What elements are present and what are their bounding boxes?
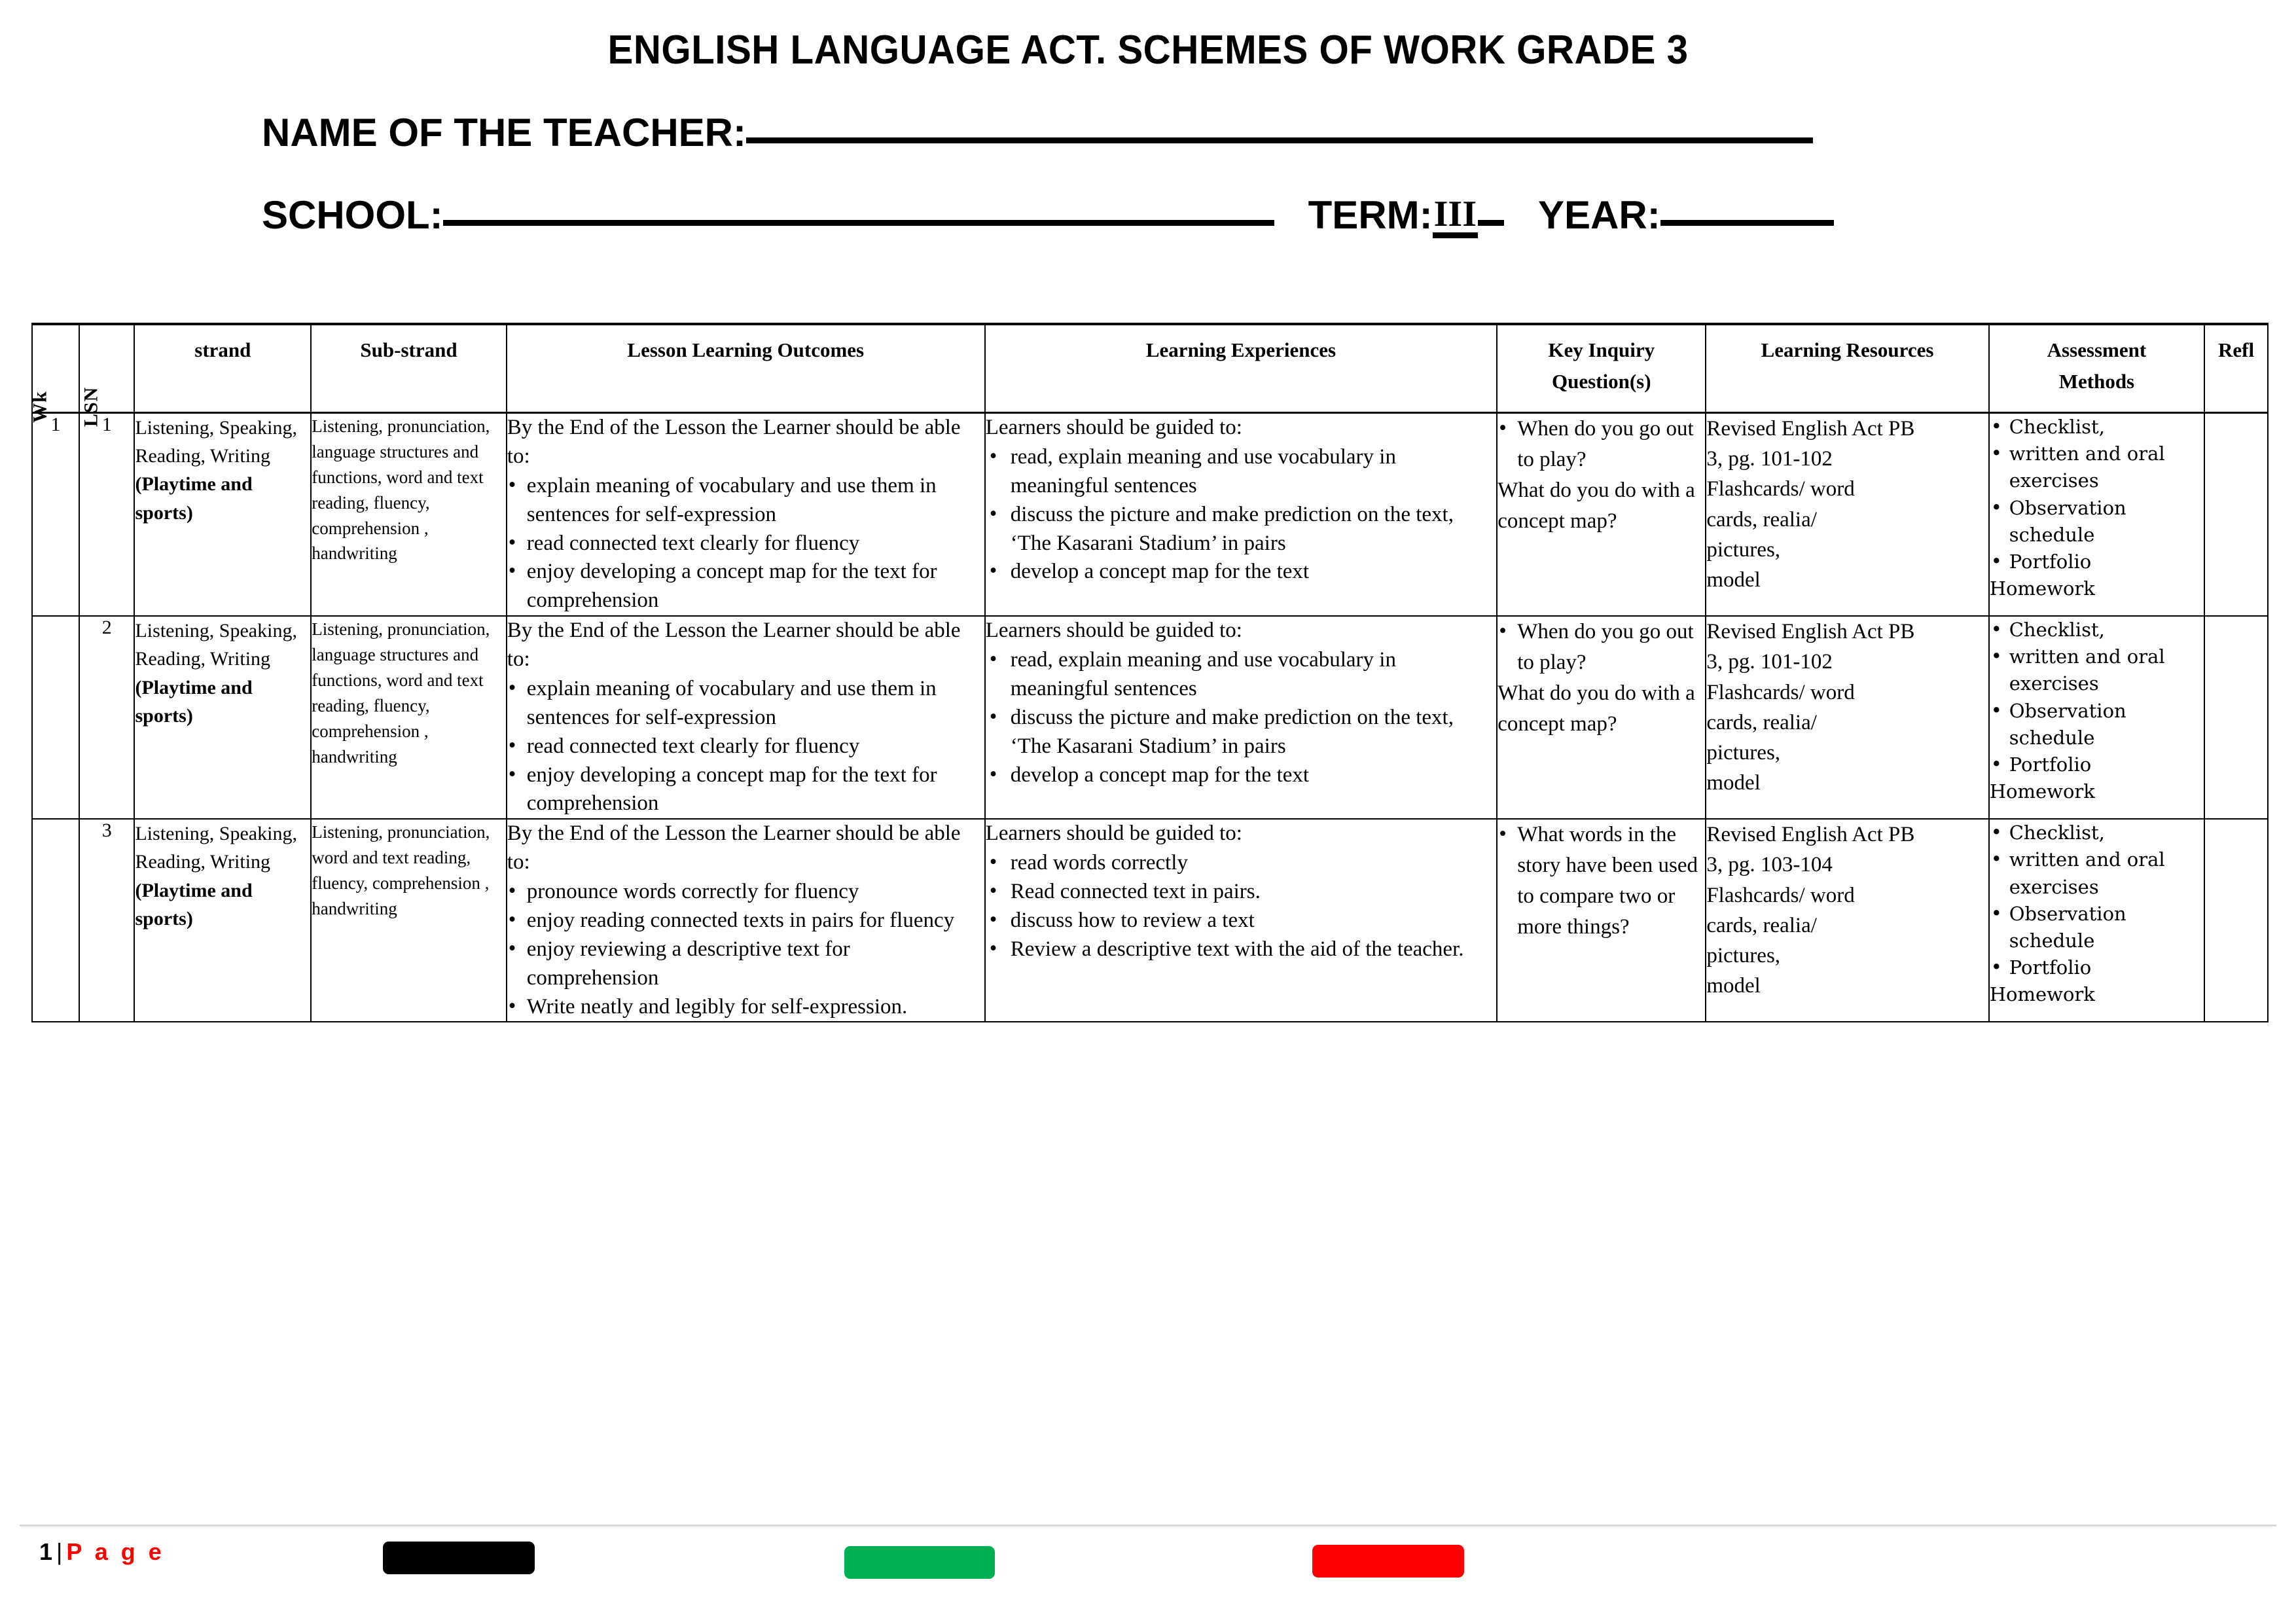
bullet-item: • enjoy reviewing a descriptive text for comprehension (507, 935, 984, 993)
bullet-item: • develop a concept map for the text (986, 761, 1496, 790)
table-row (32, 819, 2268, 1022)
resource-line: Revised English Act PB (1706, 417, 1915, 441)
bullet-item: • discuss the picture and make prediction on the text, ‘The Kasarani Stadium’ in pairs (986, 704, 1496, 761)
outcomes-lead: By the End of the Lesson the Learner should be able to: (507, 619, 961, 671)
schemes-of-work-table (31, 323, 2269, 1022)
cell-learning-experiences (985, 616, 1497, 819)
header-key-inquiry-line1: Key Inquiry (1548, 338, 1655, 361)
bullet-item: • explain meaning of vocabulary and use them in sentences for self-expression (507, 675, 984, 732)
resource-line: Flashcards/ word (1706, 477, 1855, 501)
bullet-item: • read, explain meaning and use vocabulary in meaningful sentences (986, 646, 1496, 704)
resource-line: cards, realia/ (1706, 507, 1817, 532)
resource-line: model (1706, 771, 1761, 795)
bullet-item: • pronounce words correctly for fluency (507, 878, 984, 907)
bullet-item: • enjoy developing a concept map for the text for comprehension (507, 761, 984, 819)
footer-page-number: 1 (39, 1538, 53, 1565)
resource-line: Flashcards/ word (1706, 883, 1855, 907)
resource-line: 3, pg. 103-104 (1706, 853, 1833, 877)
resource-line: model (1706, 568, 1761, 592)
experiences-lead: Learners should be guided to: (985, 416, 1242, 439)
bullet-item: • discuss how to review a text (986, 907, 1496, 935)
school-name-blank[interactable] (443, 220, 1274, 226)
bullet-item: • Portfolio (1990, 954, 2204, 981)
bullet-item: • Checklist, (1990, 820, 2204, 846)
header-learning-experiences: Learning Experiences (985, 324, 1497, 413)
cell-key-inquiry-question (1497, 819, 1706, 1022)
table-header-row (32, 324, 2268, 413)
cell-lesson-learning-outcomes (507, 819, 985, 1022)
bullet-item: • Observation schedule (1990, 495, 2204, 549)
bullet-list (986, 849, 1496, 964)
bullet-item: • Write neatly and legibly for self-expression. (507, 993, 984, 1022)
assessment-tail: Homework (1989, 983, 2095, 1006)
school-label: SCHOOL: (262, 193, 443, 238)
bullet-list (1498, 414, 1705, 475)
bullet-item: • read connected text clearly for fluency (507, 732, 984, 761)
cell-assessment-methods (1989, 819, 2204, 1022)
strand-topic: (Playtime and sports) (135, 879, 253, 929)
outcomes-lead: By the End of the Lesson the Learner should be able to: (507, 821, 961, 875)
bullet-list (1498, 617, 1705, 678)
cell-learning-resources (1706, 819, 1988, 1022)
bullet-item: • Checklist, (1990, 414, 2204, 441)
bullet-item: • When do you go out to play? (1498, 617, 1705, 678)
experiences-lead: Learners should be guided to: (985, 821, 1242, 846)
bullet-item: • discuss the picture and make prediction on the text, ‘The Kasarani Stadium’ in pairs (986, 501, 1496, 558)
bullet-item: • written and oral exercises (1990, 643, 2204, 697)
resource-line: cards, realia/ (1706, 913, 1817, 937)
bullet-item: • enjoy developing a concept map for the text for comprehension (507, 558, 984, 615)
cell-key-inquiry-question (1497, 616, 1706, 819)
cell-learning-experiences (985, 819, 1497, 1022)
strand-text: Listening, Speaking, Reading, Writing (Playtime and sports) (135, 823, 297, 929)
cell-learning-experiences (985, 413, 1497, 617)
cell-week: 1 (32, 413, 79, 617)
term-blank[interactable] (1478, 220, 1504, 226)
assessment-tail: Homework (1989, 577, 2095, 600)
bullet-item: • Portfolio (1990, 549, 2204, 575)
teacher-label: NAME OF THE TEACHER: (262, 111, 746, 155)
strand-topic: (Playtime and sports) (135, 676, 253, 727)
resource-line: model (1706, 974, 1761, 998)
bullet-item: • written and oral exercises (1990, 441, 2204, 494)
resource-line: pictures, (1706, 944, 1781, 967)
page-number-footer (39, 1538, 165, 1566)
cell-lesson-learning-outcomes (507, 413, 985, 617)
footer-page-word: P a g e (66, 1538, 165, 1565)
cell-lesson: 1 (79, 413, 134, 617)
header-sub-strand: Sub-strand (311, 324, 507, 413)
bullet-list (1990, 414, 2204, 575)
footer-divider (20, 1525, 2276, 1526)
bullet-list (507, 675, 984, 818)
school-term-year-line (0, 153, 2296, 241)
cell-reflection (2204, 413, 2268, 617)
bullet-list (1990, 820, 2204, 981)
header-learning-resources: Learning Resources (1706, 324, 1988, 413)
bullet-item: • Read connected text in pairs. (986, 878, 1496, 907)
bullet-item: • Review a descriptive text with the aid of the teacher. (986, 935, 1496, 964)
flag-swatch-red (1312, 1545, 1464, 1578)
cell-assessment-methods (1989, 616, 2204, 819)
strand-topic: (Playtime and sports) (135, 473, 253, 524)
bullet-list (986, 443, 1496, 586)
term-label: TERM: (1308, 193, 1433, 238)
table-body (32, 413, 2268, 1022)
bullet-item: • Observation schedule (1990, 698, 2204, 751)
experiences-lead: Learners should be guided to: (985, 619, 1242, 643)
resource-line: 3, pg. 101-102 (1706, 650, 1833, 674)
cell-sub-strand (311, 413, 507, 617)
cell-learning-resources (1706, 413, 1988, 617)
bullet-item: • read words correctly (986, 849, 1496, 878)
year-label: YEAR: (1538, 193, 1660, 238)
bullet-item: • enjoy reading connected texts in pairs for fluency (507, 907, 984, 935)
bullet-item: • explain meaning of vocabulary and use them in sentences for self-expression (507, 472, 984, 530)
sub-strand-text: Listening, pronunciation, language structures and functions, word and text reading, fluency, comprehension , handwriting (312, 416, 490, 564)
cell-assessment-methods (1989, 413, 2204, 617)
page-title: ENGLISH LANGUAGE ACT. SCHEMES OF WORK GRADE 3 (607, 27, 1689, 73)
resource-line: Revised English Act PB (1706, 823, 1915, 847)
resource-line: pictures, (1706, 740, 1781, 765)
header-wk (29, 324, 79, 423)
cell-learning-resources (1706, 616, 1988, 819)
header-assessment-line2: Methods (2058, 370, 2135, 393)
cell-sub-strand (311, 616, 507, 819)
header-lsn (79, 324, 134, 427)
sub-strand-text: Listening, pronunciation, word and text reading, fluency, comprehension , handwriting (312, 822, 490, 918)
bullet-list (507, 472, 984, 615)
bullet-list (986, 646, 1496, 789)
bullet-list (507, 878, 984, 1021)
cell-lesson: 3 (79, 819, 134, 1022)
cell-lesson-learning-outcomes (507, 616, 985, 819)
header-lsn-label: LSN (80, 386, 102, 427)
bullet-item: • What words in the story have been used to compare two or more things? (1498, 820, 1705, 942)
header-key-inquiry-line2: Question(s) (1551, 370, 1651, 393)
cell-week (32, 616, 79, 819)
resource-line: 3, pg. 101-102 (1706, 447, 1833, 471)
resource-line: pictures, (1706, 537, 1781, 562)
bullet-item: • read connected text clearly for fluency (507, 530, 984, 558)
assessment-tail: Homework (1989, 780, 2095, 803)
cell-sub-strand (311, 819, 507, 1022)
header-wk-label: Wk (29, 390, 51, 423)
bullet-item: • written and oral exercises (1990, 846, 2204, 900)
resource-line: Flashcards/ word (1706, 680, 1855, 704)
inquiry-continuation: What do you do with a concept map? (1498, 478, 1695, 533)
sub-strand-text: Listening, pronunciation, language structures and functions, word and text reading, fluency, comprehension , handwriting (312, 619, 490, 767)
teacher-name-line (0, 71, 2296, 153)
bullet-item: • Observation schedule (1990, 901, 2204, 954)
outcomes-lead: By the End of the Lesson the Learner should be able to: (507, 416, 961, 468)
bullet-item: • read, explain meaning and use vocabulary in meaningful sentences (986, 443, 1496, 501)
cell-lesson: 2 (79, 616, 134, 819)
bullet-list (1990, 617, 2204, 778)
header-assessment-methods (1989, 324, 2204, 413)
cell-reflection (2204, 616, 2268, 819)
header-key-inquiry-questions (1497, 324, 1706, 413)
table-row (32, 616, 2268, 819)
teacher-name-blank[interactable] (746, 137, 1813, 143)
bullet-item: • develop a concept map for the text (986, 558, 1496, 586)
bullet-item: • Checklist, (1990, 617, 2204, 643)
cell-strand (134, 819, 311, 1022)
strand-text: Listening, Speaking, Reading, Writing (Playtime and sports) (135, 620, 297, 727)
footer-separator: | (56, 1538, 63, 1565)
header-strand: strand (134, 324, 311, 413)
bullet-item: • Portfolio (1990, 751, 2204, 778)
header-lesson-learning-outcomes: Lesson Learning Outcomes (507, 324, 985, 413)
flag-swatch-green (844, 1546, 995, 1579)
cell-reflection (2204, 819, 2268, 1022)
bullet-list (1498, 820, 1705, 942)
flag-swatch-black (383, 1542, 535, 1574)
resource-line: Revised English Act PB (1706, 620, 1915, 644)
inquiry-continuation: What do you do with a concept map? (1498, 681, 1695, 736)
bullet-item: • When do you go out to play? (1498, 414, 1705, 475)
table-row (32, 413, 2268, 617)
cell-strand (134, 616, 311, 819)
strand-text: Listening, Speaking, Reading, Writing (Playtime and sports) (135, 417, 297, 524)
resource-line: cards, realia/ (1706, 710, 1817, 734)
term-value[interactable]: III (1433, 196, 1478, 238)
header-assessment-line1: Assessment (2047, 338, 2147, 361)
cell-strand (134, 413, 311, 617)
header-refl: Refl (2204, 324, 2268, 413)
cell-week (32, 819, 79, 1022)
cell-key-inquiry-question (1497, 413, 1706, 617)
year-blank[interactable] (1660, 220, 1834, 226)
